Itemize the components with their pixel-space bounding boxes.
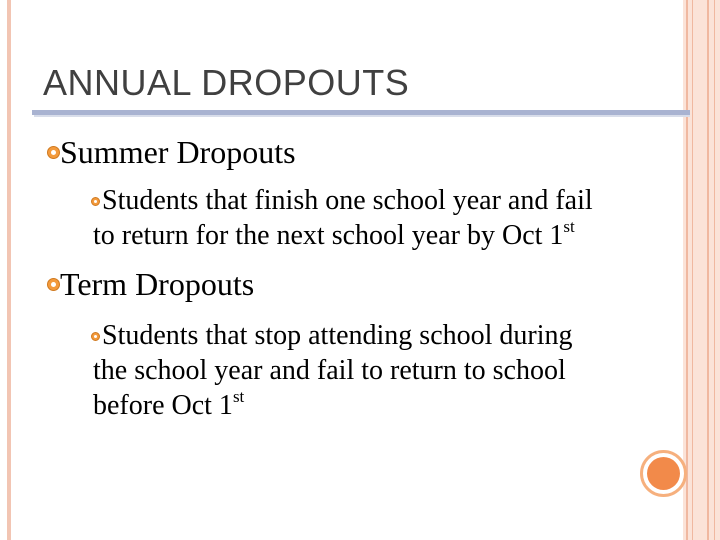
sub-bullet-line: Students that stop attending school during [102, 320, 573, 351]
sub-bullet-line: Students that finish one school year and fail [102, 185, 593, 216]
bullet-icon [47, 146, 60, 159]
stripe-line [714, 0, 715, 540]
bullet-icon [47, 278, 60, 291]
right-decorative-stripes [683, 0, 720, 540]
sub-bullet-line [93, 218, 673, 253]
sub-bullet-line: the school year and fail to return to school [93, 355, 566, 386]
sub-bullet-term-definition [93, 318, 673, 423]
sub-bullet-summer-definition [93, 183, 673, 253]
superscript: st [563, 217, 575, 236]
stripe-line [686, 0, 688, 540]
bullet-term-dropouts [60, 266, 254, 303]
stripe-line [692, 0, 693, 540]
stripe-line [707, 0, 709, 540]
superscript: st [232, 387, 245, 406]
sub-bullet-icon [91, 332, 100, 341]
left-border-stripe [7, 0, 11, 540]
sub-bullet-text: before Oct 1 [93, 390, 233, 421]
circle-ornament [640, 450, 687, 497]
bullet-heading: Summer Dropouts [60, 134, 296, 170]
title-underline-shadow [34, 115, 690, 117]
circle-ornament-fill [647, 457, 680, 490]
sub-bullet-text: to return for the next school year by Oct 1 [93, 220, 564, 251]
bullet-summer-dropouts [60, 134, 296, 171]
sub-bullet-icon [91, 197, 100, 206]
bullet-heading: Term Dropouts [60, 266, 255, 302]
sub-bullet-line [93, 388, 673, 423]
slide-title: ANNUAL DROPOUTS [43, 62, 410, 103]
